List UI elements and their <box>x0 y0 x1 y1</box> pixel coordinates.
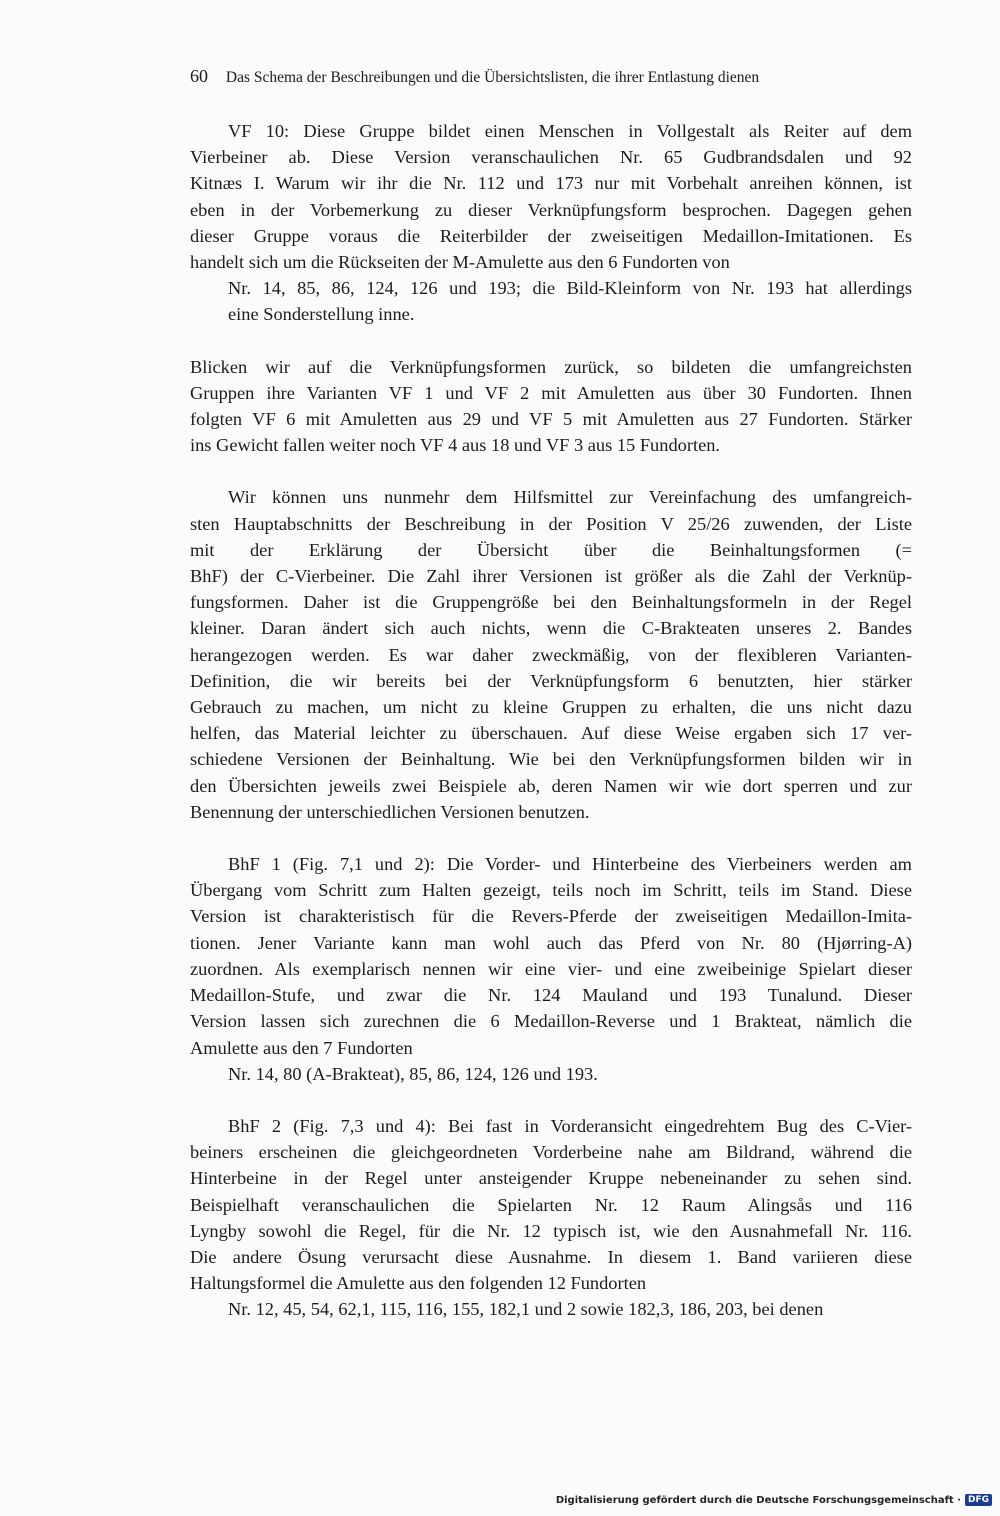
text-line: Gebrauch zu machen, um nicht zu kleine Gruppen zu erhalten, die uns nicht dazu <box>190 697 912 718</box>
text-line: Lyngby sowohl die Regel, für die Nr. 12 typisch ist, wie den Ausnahmefall Nr. 116. <box>190 1220 912 1241</box>
text-line: schiedene Versionen der Beinhaltung. Wie bei den Verknüpfungsformen bilden wir in <box>190 749 912 770</box>
paragraph-bhf1 <box>190 851 912 1061</box>
page-header <box>190 66 920 87</box>
text-line: VF 10: Diese Gruppe bildet einen Menschen in Vollgestalt als Reiter auf dem <box>228 121 912 141</box>
text-line: Nr. 12, 45, 54, 62,1, 115, 116, 155, 182,1 und 2 sowie 182,3, 186, 203, bei denen <box>228 1299 824 1320</box>
text-line: Blicken wir auf die Verknüpfungsformen zurück, so bildeten die umfangreichsten <box>190 356 912 377</box>
text-line: handelt sich um die Rückseiten der M-Amulette aus den 6 Fundorten von <box>190 252 730 273</box>
text-line: Kitnæs I. Warum wir ihr die Nr. 112 und 173 nur mit Vorbehalt anreihen können, ist <box>190 173 912 194</box>
text-line: den Übersichten jeweils zwei Beispiele ab, deren Namen wir wie dort sperren und zur <box>190 775 912 796</box>
footer-text: Digitalisierung gefördert durch die Deutsche Forschungsgemeinschaft · <box>555 1494 961 1506</box>
text-line: beiners erscheinen die gleichgeordneten Vorderbeine nahe am Bildrand, während die <box>190 1142 912 1163</box>
text-line: sten Hauptabschnitts der Beschreibung in der Position V 25/26 zuwenden, der Liste <box>190 513 912 534</box>
text-line: Die andere Ösung verursacht diese Ausnahme. In diesem 1. Band variieren diese <box>190 1246 912 1267</box>
text-line: Definition, die wir bereits bei der Verknüpfungsform 6 benutzten, hier stärker <box>190 670 912 691</box>
paragraph-bhf2 <box>190 1113 912 1296</box>
text-line: Medaillon-Stufe, und zwar die Nr. 124 Mauland und 193 Tunalund. Dieser <box>190 985 912 1006</box>
text-line: BhF 1 (Fig. 7,1 und 2): Die Vorder- und Hinterbeine des Vierbeiners werden am <box>228 854 912 875</box>
text-line: Version lassen sich zurechnen die 6 Medaillon-Reverse und 1 Brakteat, nämlich die <box>190 1011 912 1032</box>
text-line: Wir können uns nunmehr dem Hilfsmittel zur Vereinfachung des umfangreich- <box>228 487 912 508</box>
page-number: 60 <box>190 66 208 86</box>
text-line: Gruppen ihre Varianten VF 1 und VF 2 mit Amuletten aus über 30 Fundorten. Ihnen <box>190 382 912 403</box>
digitization-footer <box>556 1494 992 1506</box>
paragraph-summary <box>190 354 912 459</box>
paragraph-bhf2-list <box>190 1296 912 1322</box>
text-line: Beispielhaft veranschaulichen die Spielarten Nr. 12 Raum Alingsås und 116 <box>190 1194 912 1215</box>
text-line: folgten VF 6 mit Amuletten aus 29 und VF 5 mit Amuletten aus 27 Fundorten. Stärker <box>190 409 912 430</box>
text-line: helfen, das Material leichter zu überschauen. Auf diese Weise ergaben sich 17 ver- <box>190 723 912 744</box>
text-line: Benennung der unterschiedlichen Versionen benutzen. <box>190 801 590 822</box>
text-line: zuordnen. Als exemplarisch nennen wir eine vier- und eine zweibeinige Spielart dieser <box>190 958 912 979</box>
text-line: mit der Erklärung der Übersicht über die Beinhaltungsformen (= <box>190 539 912 560</box>
paragraph-vf10-list <box>190 275 912 327</box>
text-line: fungsformen. Daher ist die Gruppengröße bei den Beinhaltungsformeln in der Regel <box>190 592 912 613</box>
text-line: Version ist charakteristisch für die Revers-Pferde der zweiseitigen Medaillon-Imita- <box>190 906 912 927</box>
text-line: Übergang vom Schritt zum Halten gezeigt, teils noch im Schritt, teils im Stand. Diese <box>190 880 912 901</box>
text-line: ins Gewicht fallen weiter noch VF 4 aus 18 und VF 3 aus 15 Fundorten. <box>190 435 721 456</box>
text-line: dieser Gruppe voraus die Reiterbilder der zweiseitigen Medaillon-Imitationen. Es <box>190 225 912 246</box>
paragraph-vf10 <box>190 118 912 275</box>
text-line: kleiner. Daran ändert sich auch nichts, wenn die C-Brakteaten unseres 2. Bandes <box>190 618 912 639</box>
text-line: BhF) der C-Vierbeiner. Die Zahl ihrer Versionen ist größer als die Zahl der Verknüp- <box>190 566 912 587</box>
text-line: herangezogen werden. Es war daher zweckmäßig, von der flexibleren Varianten- <box>190 644 912 665</box>
paragraph-bhf1-list <box>190 1061 912 1087</box>
text-line: Vierbeiner ab. Diese Version veranschaulichen Nr. 65 Gudbrandsdalen und 92 <box>190 147 912 168</box>
text-line: eine Sonderstellung inne. <box>228 304 415 325</box>
text-line: Hinterbeine in der Regel unter ansteigender Kruppe nebeneinander zu sehen sind. <box>190 1168 912 1189</box>
dfg-logo: DFG <box>965 1494 992 1506</box>
text-line: BhF 2 (Fig. 7,3 und 4): Bei fast in Vorderansicht eingedrehtem Bug des C-Vier- <box>228 1115 912 1136</box>
text-line: Nr. 14, 80 (A-Brakteat), 85, 86, 124, 126 und 193. <box>228 1063 598 1084</box>
running-title: Das Schema der Beschreibungen und die Übersichtslisten, die ihrer Entlastung dienen <box>225 69 760 86</box>
text-line: Haltungsformel die Amulette aus den folgenden 12 Fundorten <box>190 1273 647 1294</box>
text-line: eben in der Vorbemerkung zu dieser Verknüpfungsform besprochen. Dagegen gehen <box>190 199 912 220</box>
page-body <box>190 118 912 1323</box>
text-line: tionen. Jener Variante kann man wohl auch das Pferd von Nr. 80 (Hjørring-A) <box>190 932 912 953</box>
text-line: Nr. 14, 85, 86, 124, 126 und 193; die Bild-Kleinform von Nr. 193 hat allerdings <box>228 278 912 299</box>
paragraph-bhf-intro <box>190 484 912 825</box>
text-line: Amulette aus den 7 Fundorten <box>190 1037 413 1058</box>
